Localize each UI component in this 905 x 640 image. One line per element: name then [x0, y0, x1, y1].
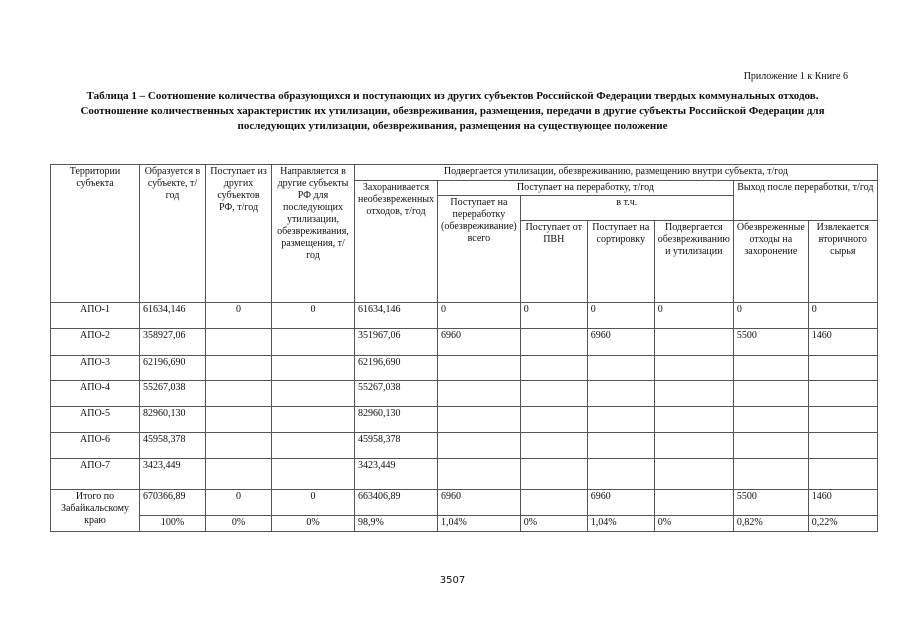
cell [654, 433, 733, 459]
cell: 5500 [733, 329, 808, 356]
cell: 45958,378 [355, 433, 438, 459]
percent-cell: 1,04% [438, 516, 521, 532]
cell [733, 433, 808, 459]
cell [733, 407, 808, 433]
cell: 3423,449 [355, 459, 438, 490]
total-cell: 670366,89 [140, 490, 206, 516]
percent-cell: 0% [520, 516, 587, 532]
percent-cell: 1,04% [587, 516, 654, 532]
cell [587, 433, 654, 459]
appendix-label: Приложение 1 к Книге 6 [743, 71, 848, 82]
cell: 3423,449 [140, 459, 206, 490]
total-name: Итого по Забайкальскому краю [51, 490, 140, 532]
header-from-pvn: Поступает от ПВН [520, 221, 587, 303]
row-name: АПО-3 [51, 356, 140, 381]
cell [654, 356, 733, 381]
header-processing-group: Поступает на переработку, т/год [438, 181, 734, 196]
total-cell: 663406,89 [355, 490, 438, 516]
table-row [51, 459, 878, 490]
percent-cell: 0,22% [808, 516, 877, 532]
cell [520, 459, 587, 490]
cell [587, 356, 654, 381]
cell: 358927,06 [140, 329, 206, 356]
cell [206, 459, 272, 490]
header-to-sorting: Поступает на сортировку [587, 221, 654, 303]
total-cell [654, 490, 733, 516]
cell [654, 407, 733, 433]
header-incoming: Поступает из других субъектов РФ, т/год [206, 165, 272, 303]
header-secondary-raw: Извлекается вторичного сырья [808, 221, 877, 303]
cell: 0 [206, 303, 272, 329]
cell: 351967,06 [355, 329, 438, 356]
cell [520, 381, 587, 407]
cell [808, 356, 877, 381]
cell: 0 [654, 303, 733, 329]
cell [733, 356, 808, 381]
table-row [51, 381, 878, 407]
row-name: АПО-6 [51, 433, 140, 459]
header-territory: Территории субъекта [51, 165, 140, 303]
cell [654, 459, 733, 490]
total-cell: 1460 [808, 490, 877, 516]
cell [206, 433, 272, 459]
cell [438, 433, 521, 459]
cell [520, 433, 587, 459]
header-neutralization: Подвергается обезвреживанию и утилизации [654, 221, 733, 303]
waste-table [50, 164, 878, 532]
row-name: АПО-1 [51, 303, 140, 329]
cell: 0 [520, 303, 587, 329]
cell [206, 381, 272, 407]
total-row [51, 490, 878, 516]
cell [206, 407, 272, 433]
percent-cell: 98,9% [355, 516, 438, 532]
row-name: АПО-7 [51, 459, 140, 490]
cell [438, 407, 521, 433]
cell [808, 459, 877, 490]
row-name: АПО-2 [51, 329, 140, 356]
total-cell: 0 [206, 490, 272, 516]
total-cell [520, 490, 587, 516]
cell [733, 459, 808, 490]
percent-cell: 0% [206, 516, 272, 532]
cell [272, 433, 355, 459]
header-including: в т.ч. [520, 196, 733, 221]
cell [733, 381, 808, 407]
header-output-group: Выход после переработки, т/год [733, 181, 877, 221]
cell: 61634,146 [355, 303, 438, 329]
cell [520, 356, 587, 381]
cell [587, 459, 654, 490]
cell [272, 381, 355, 407]
header-processing-total: Поступает на переработку (обезвреживание) всего [438, 196, 521, 303]
table-row [51, 329, 878, 356]
cell [272, 459, 355, 490]
cell: 45958,378 [140, 433, 206, 459]
cell [272, 329, 355, 356]
cell: 82960,130 [140, 407, 206, 433]
cell [808, 381, 877, 407]
cell [587, 381, 654, 407]
cell: 1460 [808, 329, 877, 356]
cell: 55267,038 [355, 381, 438, 407]
percent-cell: 0% [272, 516, 355, 532]
cell [438, 356, 521, 381]
percent-cell: 0% [654, 516, 733, 532]
cell: 0 [272, 303, 355, 329]
cell [654, 329, 733, 356]
cell: 0 [733, 303, 808, 329]
cell: 0 [587, 303, 654, 329]
cell [587, 407, 654, 433]
cell: 61634,146 [140, 303, 206, 329]
total-cell: 0 [272, 490, 355, 516]
table-row [51, 356, 878, 381]
table-row [51, 407, 878, 433]
cell [272, 356, 355, 381]
percent-cell: 0,82% [733, 516, 808, 532]
table-row [51, 303, 878, 329]
page-number: 3507 [439, 575, 466, 586]
cell [206, 329, 272, 356]
cell: 62196,690 [355, 356, 438, 381]
cell: 0 [438, 303, 521, 329]
cell [520, 407, 587, 433]
total-cell: 5500 [733, 490, 808, 516]
header-inside-group: Подвергается утилизации, обезвреживанию, размещению внутри субъекта, т/год [355, 165, 878, 181]
header-sent-out: Направляется в другие субъекты РФ для последующих утилизации, обезвреживания, размещения, т/год [272, 165, 355, 303]
header-generated: Образуется в субъекте, т/год [140, 165, 206, 303]
cell: 62196,690 [140, 356, 206, 381]
cell: 6960 [587, 329, 654, 356]
cell [206, 356, 272, 381]
cell: 6960 [438, 329, 521, 356]
cell [808, 407, 877, 433]
percent-cell: 100% [140, 516, 206, 532]
cell: 82960,130 [355, 407, 438, 433]
percent-row [51, 516, 878, 532]
total-cell: 6960 [438, 490, 521, 516]
cell [272, 407, 355, 433]
cell [438, 381, 521, 407]
table-row [51, 433, 878, 459]
cell [808, 433, 877, 459]
row-name: АПО-5 [51, 407, 140, 433]
cell [654, 381, 733, 407]
total-cell: 6960 [587, 490, 654, 516]
cell: 0 [808, 303, 877, 329]
table-title: Таблица 1 – Соотношение количества образующихся и поступающих из других субъектов Российской Федерации твердых коммунальных отходов. Соотношение количественных характеристик их утилизации, обезвреживания, размещения, передачи в другие субъекты Российской Федерации для последующих утилизации, обезвреживания, размещения на существующее положение [80, 90, 825, 132]
row-name: АПО-4 [51, 381, 140, 407]
header-landfilled: Захоранивается необезвреженных отходов, т/год [355, 181, 438, 303]
cell [438, 459, 521, 490]
cell: 55267,038 [140, 381, 206, 407]
header-neutralized-landfill: Обезвреженные отходы на захоронение [733, 221, 808, 303]
cell [520, 329, 587, 356]
